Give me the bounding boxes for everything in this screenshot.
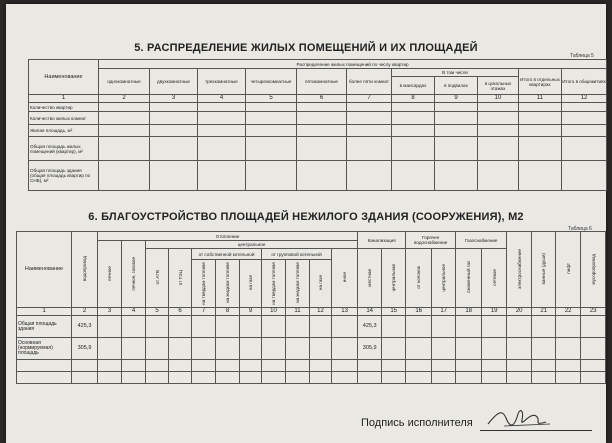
table-cell[interactable] — [150, 112, 198, 125]
central-header: центральное — [146, 241, 358, 249]
col-header: сетевое — [491, 269, 497, 286]
table-cell[interactable] — [435, 112, 478, 125]
table-cell[interactable] — [262, 372, 286, 384]
table-cell[interactable] — [216, 360, 240, 372]
table-cell[interactable] — [286, 338, 310, 360]
table-cell[interactable] — [478, 137, 519, 161]
col-number: 5 — [246, 95, 297, 103]
table-cell[interactable] — [358, 360, 382, 372]
section-6-title: 6. БЛАГОУСТРОЙСТВО ПЛОЩАДЕЙ НЕЖИЛОГО ЗДАНИЯ (СООРУЖЕНИЯ), М2 — [88, 211, 524, 223]
col-number: 12 — [562, 95, 607, 103]
table-cell[interactable] — [556, 372, 581, 384]
col-number: 8 — [392, 95, 435, 103]
table-cell[interactable] — [262, 338, 286, 360]
table-cell[interactable] — [122, 360, 146, 372]
table-cell[interactable] — [382, 360, 406, 372]
table-cell[interactable] — [507, 372, 532, 384]
col-number: 7 — [192, 308, 216, 316]
col-header: водопровод — [82, 256, 87, 282]
table-cell[interactable] — [347, 137, 392, 161]
table-cell[interactable] — [122, 316, 146, 338]
col-number: 7 — [347, 95, 392, 103]
table-cell[interactable] — [72, 372, 98, 384]
row-label: Общая площадь здания (общая площадь квартир по СНБ), м² — [29, 161, 99, 191]
table-cell[interactable] — [192, 316, 216, 338]
table-cell[interactable] — [478, 103, 519, 112]
col-header: трехкомнатные — [198, 69, 246, 95]
table-cell[interactable] — [99, 161, 150, 191]
col-number: 10 — [262, 308, 286, 316]
water-value[interactable]: 305,9 — [72, 338, 98, 360]
col-number: 17 — [432, 308, 456, 316]
sewage-value[interactable]: 305,9 — [358, 338, 382, 360]
col-header: центральное — [441, 263, 447, 292]
apartments-distribution-table — [28, 59, 607, 191]
table-cell[interactable] — [562, 125, 607, 137]
table-cell[interactable] — [240, 372, 262, 384]
table-cell[interactable] — [198, 161, 246, 191]
table-cell[interactable] — [122, 372, 146, 384]
table-cell[interactable] — [198, 125, 246, 137]
col-header: Итого в отдельных квартирах — [519, 69, 562, 95]
table-cell[interactable] — [169, 338, 192, 360]
table-cell[interactable] — [99, 125, 150, 137]
col-number: 1 — [29, 95, 99, 103]
table-cell[interactable] — [240, 338, 262, 360]
water-value[interactable]: 425,3 — [72, 316, 98, 338]
table-cell[interactable] — [432, 316, 456, 338]
col-number: 11 — [519, 95, 562, 103]
table-cell[interactable] — [150, 103, 198, 112]
table-cell[interactable] — [519, 137, 562, 161]
table-cell[interactable] — [435, 137, 478, 161]
col-number: 14 — [358, 308, 382, 316]
table-cell[interactable] — [99, 137, 150, 161]
sewage-value[interactable]: 425,3 — [358, 316, 382, 338]
table-cell[interactable] — [482, 360, 507, 372]
table-cell[interactable] — [262, 316, 286, 338]
col-header: сжиженный газ — [466, 261, 472, 294]
table-cell[interactable] — [198, 137, 246, 161]
col-number: 15 — [382, 308, 406, 316]
table-cell[interactable] — [556, 360, 581, 372]
row-label: Количество квартир — [29, 103, 99, 112]
row-label: Жилая площадь, м² — [29, 125, 99, 137]
row-label: Количество жилых комнат — [29, 112, 99, 125]
signature-label: Подпись исполнителя — [361, 417, 473, 429]
table-cell[interactable] — [581, 372, 606, 384]
table-cell[interactable] — [332, 360, 358, 372]
col-number: 4 — [122, 308, 146, 316]
table-cell[interactable] — [478, 125, 519, 137]
name-header: Наименование — [29, 60, 99, 95]
table-cell[interactable] — [507, 316, 532, 338]
table-cell[interactable] — [310, 316, 332, 338]
table-cell[interactable] — [246, 125, 297, 137]
col-number: 9 — [240, 308, 262, 316]
col-number: 11 — [286, 308, 310, 316]
table-cell[interactable] — [519, 125, 562, 137]
table-cell[interactable] — [286, 360, 310, 372]
table-cell[interactable] — [478, 112, 519, 125]
row-label: Общая площадь здания — [17, 316, 72, 338]
table-cell[interactable] — [150, 125, 198, 137]
table-cell[interactable] — [17, 372, 72, 384]
table-cell[interactable] — [581, 316, 606, 338]
group-boiler-header: от групповой котельной — [262, 249, 332, 260]
table-cell[interactable] — [519, 103, 562, 112]
col-number: 2 — [99, 95, 150, 103]
table-cell[interactable] — [432, 372, 456, 384]
table-cell[interactable] — [169, 360, 192, 372]
table-cell[interactable] — [406, 372, 432, 384]
table-cell[interactable] — [406, 316, 432, 338]
table-cell[interactable] — [507, 360, 532, 372]
table-cell[interactable] — [332, 316, 358, 338]
table-cell[interactable] — [146, 338, 169, 360]
table-cell[interactable] — [456, 316, 482, 338]
col-number: 9 — [435, 95, 478, 103]
col-header: центральная — [391, 263, 397, 292]
col-header: мусоропровод — [590, 253, 596, 285]
table-cell[interactable] — [392, 103, 435, 112]
col-header: иное — [342, 272, 348, 283]
sewage-header: Канализация — [358, 232, 406, 249]
table-cell[interactable] — [150, 161, 198, 191]
table-cell[interactable] — [382, 372, 406, 384]
col-number: 1 — [17, 308, 72, 316]
table-cell[interactable] — [310, 338, 332, 360]
col-header: на жидком топливе — [225, 262, 230, 304]
col-number: 3 — [150, 95, 198, 103]
col-header: в цокольных этажах — [478, 77, 519, 95]
col-header: ванные (души) — [541, 253, 547, 285]
table-cell[interactable] — [297, 112, 347, 125]
row-label: Общая площадь жилых помещений (квартир), м² — [29, 137, 99, 161]
table-cell[interactable] — [478, 161, 519, 191]
table-cell[interactable] — [432, 360, 456, 372]
table-cell[interactable] — [532, 360, 556, 372]
col-number: 20 — [507, 308, 532, 316]
table-cell[interactable] — [519, 112, 562, 125]
col-header: печное, газовое — [131, 256, 136, 291]
table-5-number: Таблица 5 — [570, 53, 594, 59]
table-cell[interactable] — [240, 360, 262, 372]
table-cell[interactable] — [482, 316, 507, 338]
table-cell[interactable] — [432, 338, 456, 360]
table-cell[interactable] — [556, 338, 581, 360]
table-cell[interactable] — [456, 338, 482, 360]
col-number: 6 — [169, 308, 192, 316]
document-sheet — [6, 4, 606, 443]
section-5-title: 5. РАСПРЕДЕЛЕНИЕ ЖИЛЫХ ПОМЕЩЕНИЙ И ИХ ПЛОЩАДЕЙ — [134, 42, 478, 54]
col-header: на твердом топливе — [201, 261, 206, 305]
col-header: двухкомнатные — [150, 69, 198, 95]
hot-water-header: Горячее водоснабжение — [406, 232, 456, 249]
table-cell[interactable] — [532, 338, 556, 360]
col-header: пятикомнатные — [297, 69, 347, 95]
table-cell[interactable] — [246, 103, 297, 112]
table-cell[interactable] — [198, 103, 246, 112]
heating-header: Отопление — [98, 232, 358, 241]
table-cell[interactable] — [146, 316, 169, 338]
table-cell[interactable] — [347, 103, 392, 112]
table-cell[interactable] — [562, 161, 607, 191]
table-cell[interactable] — [562, 112, 607, 125]
col-header: однокомнатные — [99, 69, 150, 95]
improvements-table — [16, 231, 606, 384]
name-header: Наименование — [17, 232, 72, 308]
col-number: 4 — [198, 95, 246, 103]
col-number: 13 — [332, 308, 358, 316]
col-header: на газе — [248, 275, 253, 291]
col-number: 6 — [297, 95, 347, 103]
table-cell[interactable] — [382, 338, 406, 360]
table-cell[interactable] — [169, 372, 192, 384]
col-number: 16 — [406, 308, 432, 316]
table-cell[interactable] — [99, 112, 150, 125]
table-cell[interactable] — [192, 360, 216, 372]
table-cell[interactable] — [146, 360, 169, 372]
table-cell[interactable] — [519, 161, 562, 191]
table-cell[interactable] — [297, 137, 347, 161]
table-cell[interactable] — [406, 338, 432, 360]
gas-header: Газоснабжение — [456, 232, 507, 249]
table-cell[interactable] — [216, 338, 240, 360]
col-header: на жидком топливе — [295, 262, 300, 304]
col-number: 21 — [532, 308, 556, 316]
table-cell[interactable] — [456, 372, 482, 384]
table-cell[interactable] — [392, 125, 435, 137]
col-header: на газе — [318, 275, 323, 291]
table-cell[interactable] — [347, 161, 392, 191]
table-cell[interactable] — [392, 161, 435, 191]
table-cell[interactable] — [507, 338, 532, 360]
table-cell[interactable] — [297, 161, 347, 191]
table-cell[interactable] — [72, 360, 98, 372]
table-cell[interactable] — [332, 372, 358, 384]
col-header: электроснабжение — [516, 248, 522, 289]
table-cell[interactable] — [98, 360, 122, 372]
signature-line — [480, 430, 592, 431]
table-cell[interactable] — [310, 360, 332, 372]
table-cell[interactable] — [17, 360, 72, 372]
table-cell[interactable] — [456, 360, 482, 372]
table-6-number: Таблица 6 — [568, 226, 592, 232]
col-number: 12 — [310, 308, 332, 316]
table-cell[interactable] — [286, 372, 310, 384]
col-header: Итого в общежитиях — [562, 69, 607, 95]
table-cell[interactable] — [532, 316, 556, 338]
col-header: от колонок — [416, 266, 422, 289]
table-cell[interactable] — [347, 125, 392, 137]
col-header: более пяти комнат — [347, 69, 392, 95]
table-cell[interactable] — [246, 161, 297, 191]
table-cell[interactable] — [562, 103, 607, 112]
col-header: лифт — [565, 263, 571, 275]
table-cell[interactable] — [556, 316, 581, 338]
col-header: от ТЭЦ — [177, 269, 183, 286]
table-cell[interactable] — [286, 316, 310, 338]
table-cell[interactable] — [146, 372, 169, 384]
col-number: 22 — [556, 308, 581, 316]
table-cell[interactable] — [297, 103, 347, 112]
table-cell[interactable] — [332, 338, 358, 360]
table-cell[interactable] — [150, 137, 198, 161]
row-label: Основная (нормируемая) площадь — [17, 338, 72, 360]
col-header: четырехкомнатные — [246, 69, 297, 95]
table-cell[interactable] — [297, 125, 347, 137]
col-number: 2 — [72, 308, 98, 316]
col-header: местная — [367, 268, 373, 287]
table-cell[interactable] — [581, 338, 606, 360]
col-header: печное — [107, 266, 112, 281]
col-header: от АГВ — [154, 270, 160, 285]
table-cell[interactable] — [435, 125, 478, 137]
table-cell[interactable] — [262, 360, 286, 372]
col-header: на твердом топливе — [271, 261, 276, 305]
table-cell[interactable] — [358, 372, 382, 384]
signature-scribble — [484, 404, 554, 432]
col-number: 19 — [482, 308, 507, 316]
table-cell[interactable] — [562, 137, 607, 161]
table-cell[interactable] — [532, 372, 556, 384]
table-cell[interactable] — [310, 372, 332, 384]
col-number: 5 — [146, 308, 169, 316]
table-cell[interactable] — [581, 360, 606, 372]
table-cell[interactable] — [216, 372, 240, 384]
table-cell[interactable] — [169, 316, 192, 338]
own-boiler-header: от собственной котельной — [192, 249, 262, 260]
table-cell[interactable] — [198, 112, 246, 125]
incl-header: В том числе — [392, 69, 519, 77]
table-cell[interactable] — [240, 316, 262, 338]
col-number: 3 — [98, 308, 122, 316]
table-cell[interactable] — [392, 137, 435, 161]
table-cell[interactable] — [99, 103, 150, 112]
table-cell[interactable] — [192, 372, 216, 384]
col-header: в подвалах — [435, 77, 478, 95]
col-header: в мансардах — [392, 77, 435, 95]
table-cell[interactable] — [406, 360, 432, 372]
col-number: 10 — [478, 95, 519, 103]
table-cell[interactable] — [482, 338, 507, 360]
table-cell[interactable] — [98, 372, 122, 384]
table-cell[interactable] — [216, 316, 240, 338]
table-cell[interactable] — [435, 161, 478, 191]
table-cell[interactable] — [246, 112, 297, 125]
table-cell[interactable] — [246, 137, 297, 161]
table-cell[interactable] — [382, 316, 406, 338]
table-cell[interactable] — [192, 338, 216, 360]
col-number: 23 — [581, 308, 606, 316]
distribution-group-header: Распределение жилых помещений по числу квартир — [99, 60, 607, 69]
table-cell[interactable] — [435, 103, 478, 112]
table-cell[interactable] — [98, 316, 122, 338]
table-cell[interactable] — [347, 112, 392, 125]
col-number: 8 — [216, 308, 240, 316]
table-cell[interactable] — [98, 338, 122, 360]
table-cell[interactable] — [392, 112, 435, 125]
col-number: 18 — [456, 308, 482, 316]
table-cell[interactable] — [482, 372, 507, 384]
table-cell[interactable] — [122, 338, 146, 360]
